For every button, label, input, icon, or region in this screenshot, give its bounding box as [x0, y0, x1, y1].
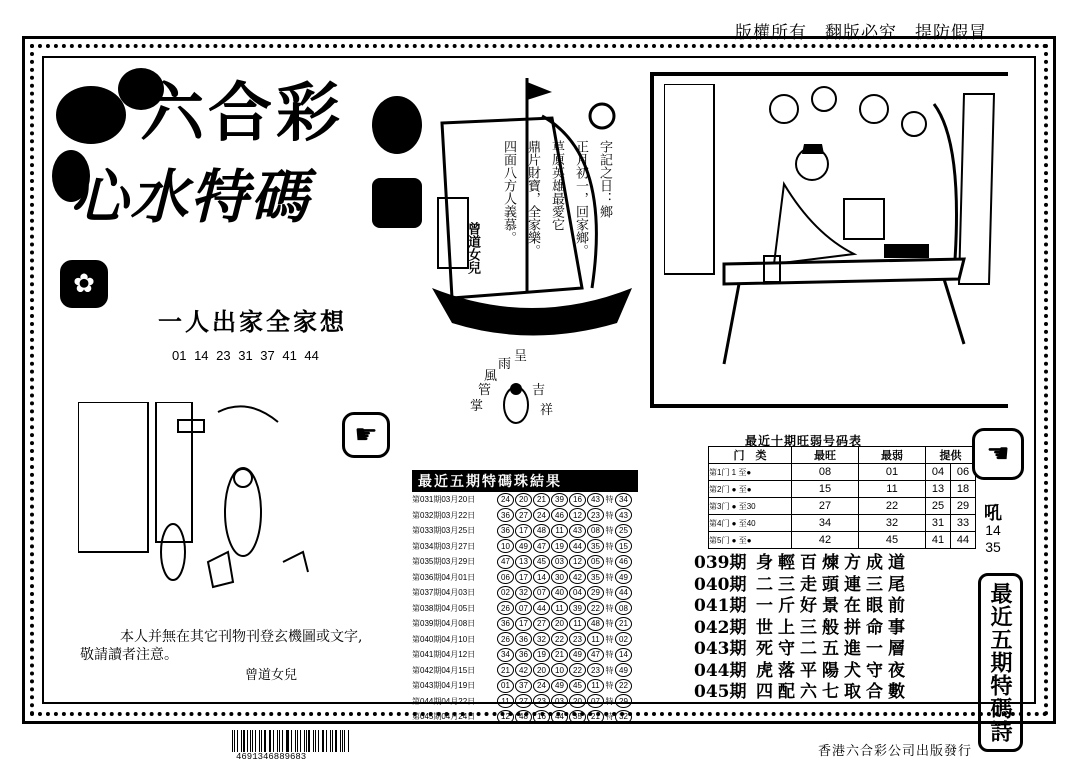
result-ball: 36 [497, 524, 514, 538]
hot-cell: 15 [792, 481, 859, 498]
result-ball: 34 [615, 493, 632, 507]
pick-cell: 33 [951, 515, 976, 532]
frequency-table [708, 446, 976, 549]
barcode-bar [259, 730, 260, 752]
barcode-bar [342, 730, 343, 752]
ship-signature: 曾道女兒 [465, 222, 480, 274]
result-ball: 12 [497, 710, 514, 724]
hot-cell: 34 [792, 515, 859, 532]
barcode-bar [286, 730, 287, 752]
side-code-num: 14 [985, 522, 1001, 538]
barcode-number: 4691346889683 [236, 752, 307, 762]
poem-period: 044期 [694, 660, 747, 681]
result-ball: 35 [569, 710, 586, 724]
result-ball: 42 [569, 570, 586, 584]
special-marker: 特 [605, 495, 614, 505]
pick-cell: 31 [926, 515, 951, 532]
result-ball: 42 [515, 663, 532, 677]
pick-cell: 06 [951, 464, 976, 481]
result-ball: 46 [551, 508, 568, 522]
barcode-bar [282, 730, 283, 752]
col-header: 最弱 [859, 447, 926, 464]
barcode-bar [255, 730, 256, 752]
result-draw-label: 第038期04月05日 [412, 603, 476, 613]
result-row [412, 694, 638, 710]
lucky-figure-icon [496, 379, 536, 425]
poem-text: 一斤好景在眼前 [756, 596, 910, 617]
result-ball: 08 [587, 524, 604, 538]
hot-cell: 08 [792, 464, 859, 481]
result-ball: 27 [515, 694, 532, 708]
result-ball: 48 [587, 617, 604, 631]
result-ball: 26 [497, 601, 514, 615]
result-ball: 49 [569, 648, 586, 662]
result-ball: 23 [587, 663, 604, 677]
result-ball: 27 [533, 617, 550, 631]
result-ball: 34 [497, 648, 514, 662]
cold-cell: 45 [859, 532, 926, 549]
special-marker: 特 [605, 665, 614, 675]
result-ball: 17 [515, 617, 532, 631]
result-draw-label: 第032期03月22日 [412, 510, 476, 520]
result-draw-label: 第040期04月10日 [412, 634, 476, 644]
result-ball: 39 [551, 493, 568, 507]
result-ball: 24 [533, 508, 550, 522]
barcode-bar [247, 730, 248, 752]
blessing-char: 祥 [540, 403, 554, 418]
result-ball: 11 [569, 617, 586, 631]
barcode-bar [243, 730, 245, 752]
result-ball: 47 [587, 648, 604, 662]
result-ball: 36 [515, 632, 532, 646]
result-ball: 32 [615, 710, 632, 724]
barcode-bar [279, 730, 280, 752]
poem-title: 最近五期特碼詩 [978, 573, 1023, 752]
barcode-bar [295, 730, 296, 752]
result-ball: 25 [615, 524, 632, 538]
poem-text: 二三走頭連三尾 [756, 574, 910, 595]
result-ball: 35 [587, 539, 604, 553]
result-row [412, 523, 638, 539]
result-ball: 47 [497, 555, 514, 569]
result-row [412, 539, 638, 555]
poem-period: 039期 [694, 553, 747, 574]
poem-text: 身輕百煉方成道 [756, 553, 910, 574]
blessing-char: 雨 [498, 357, 512, 372]
result-ball: 06 [497, 570, 514, 584]
special-marker: 特 [605, 696, 614, 706]
scholar-illustration [664, 84, 1000, 394]
pick-cell: 29 [951, 498, 976, 515]
result-ball: 48 [533, 524, 550, 538]
barcode-bar [277, 730, 278, 752]
frequency-row [709, 498, 976, 515]
result-draw-label: 第035期03月29日 [412, 557, 476, 567]
barcode-bar [322, 730, 323, 752]
result-draw-label: 第045期04月24日 [412, 712, 476, 722]
result-ball: 03 [551, 555, 568, 569]
result-ball: 13 [515, 555, 532, 569]
ship-verse-line: 鼎片財寶，全家樂。 [525, 140, 540, 257]
result-row [412, 632, 638, 648]
result-row [412, 585, 638, 601]
ship-verse-line: 字記之日：鄉 [597, 140, 612, 218]
poem-list [694, 550, 910, 701]
result-ball: 23 [533, 694, 550, 708]
special-marker: 特 [605, 603, 614, 613]
frequency-row [709, 532, 976, 549]
ship-verse-line: 草原英雄最愛它 [549, 140, 564, 231]
result-ball: 10 [497, 539, 514, 553]
pick-cell: 41 [926, 532, 951, 549]
result-ball: 20 [515, 493, 532, 507]
motto: 一人出家全家想 [158, 307, 347, 336]
poem-text: 四配六七取合數 [756, 682, 910, 703]
result-ball: 39 [569, 601, 586, 615]
col-header: 门 类 [709, 447, 792, 464]
barcode-bar [323, 730, 324, 752]
ship-verse [500, 140, 612, 257]
frog-emblem-icon [372, 178, 422, 228]
result-row [412, 678, 638, 694]
result-ball: 21 [551, 648, 568, 662]
result-row [412, 663, 638, 679]
result-ball: 11 [551, 524, 568, 538]
result-ball: 22 [615, 679, 632, 693]
result-ball: 16 [569, 493, 586, 507]
barcode-bar [237, 730, 238, 752]
side-code-label: 吼 [984, 503, 1002, 523]
special-marker: 特 [605, 650, 614, 660]
poem-row [694, 658, 910, 680]
barcode-bar [340, 730, 341, 752]
crane-icon: ☛ [342, 412, 390, 458]
gate-cell: 第5门 ● 至● [709, 532, 792, 549]
disclaimer-line: 敬請讀者注意。 [80, 647, 178, 663]
result-ball: 49 [615, 570, 632, 584]
result-draw-label: 第031期03月20日 [412, 495, 476, 505]
result-ball: 48 [515, 710, 532, 724]
result-ball: 29 [587, 586, 604, 600]
result-draw-label: 第037期04月03日 [412, 588, 476, 598]
disclaimer-signature: 曾道女兒 [245, 668, 298, 683]
result-row [412, 709, 638, 725]
result-ball: 19 [551, 539, 568, 553]
barcode-bar [250, 730, 251, 752]
frequency-row [709, 515, 976, 532]
result-ball: 04 [569, 586, 586, 600]
barcode-bar [332, 730, 333, 752]
cold-cell: 22 [859, 498, 926, 515]
result-row [412, 554, 638, 570]
result-ball: 05 [587, 555, 604, 569]
result-ball: 17 [515, 524, 532, 538]
gate-cell: 第3门 ● 至30 [709, 498, 792, 515]
cold-cell: 32 [859, 515, 926, 532]
pick-cell: 04 [926, 464, 951, 481]
poem-row [694, 572, 910, 594]
result-ball: 11 [587, 632, 604, 646]
result-draw-label: 第044期04月22日 [412, 696, 476, 706]
barcode-bar [315, 730, 316, 752]
ship-verse-line: 正月初一，回家鄉。 [573, 140, 588, 257]
col-header: 最旺 [792, 447, 859, 464]
result-ball: 27 [515, 508, 532, 522]
blessing-char: 管 [478, 383, 492, 398]
poem-text: 死守二五進一層 [756, 639, 910, 660]
result-ball: 49 [615, 663, 632, 677]
cold-cell: 11 [859, 481, 926, 498]
poem-period: 045期 [694, 682, 747, 703]
blessing-char: 呈 [514, 349, 528, 364]
result-ball: 24 [497, 493, 514, 507]
result-ball: 20 [569, 694, 586, 708]
recent-results-panel [412, 470, 638, 725]
result-ball: 24 [533, 679, 550, 693]
barcode-bar [313, 730, 314, 752]
poem-period: 043期 [694, 639, 747, 660]
result-ball: 49 [515, 539, 532, 553]
result-ball: 40 [551, 586, 568, 600]
gate-cell: 第4门 ● 至40 [709, 515, 792, 532]
result-ball: 44 [569, 539, 586, 553]
result-ball: 02 [615, 632, 632, 646]
special-marker: 特 [605, 557, 614, 567]
ship-verse-line: 四面八方人義慕。 [501, 140, 516, 244]
result-ball: 11 [587, 679, 604, 693]
pick-cell: 25 [926, 498, 951, 515]
barcode-bar [348, 730, 349, 752]
result-ball: 35 [587, 570, 604, 584]
result-ball: 03 [551, 694, 568, 708]
result-ball: 43 [587, 493, 604, 507]
cold-cell: 01 [859, 464, 926, 481]
result-draw-label: 第034期03月27日 [412, 541, 476, 551]
special-marker: 特 [605, 634, 614, 644]
barcode-bar [270, 730, 271, 752]
poem-row [694, 636, 910, 658]
hot-cell: 42 [792, 532, 859, 549]
result-ball: 36 [497, 508, 514, 522]
special-marker: 特 [605, 619, 614, 629]
result-ball: 23 [569, 632, 586, 646]
barcode-bar [308, 730, 310, 752]
result-ball: 15 [615, 539, 632, 553]
result-ball: 29 [615, 694, 632, 708]
ink-blot [372, 96, 422, 154]
result-ball: 32 [515, 586, 532, 600]
barcode-bar [297, 730, 298, 752]
side-code [984, 505, 1002, 556]
result-ball: 07 [533, 586, 550, 600]
result-ball: 12 [569, 508, 586, 522]
barcode-bar [273, 730, 274, 752]
barcode-bar [241, 730, 242, 752]
barcode-bar [318, 730, 319, 752]
result-ball: 01 [497, 679, 514, 693]
result-ball: 16 [533, 710, 550, 724]
result-row [412, 508, 638, 524]
result-ball: 23 [587, 508, 604, 522]
barcode-bar [264, 730, 266, 752]
special-marker: 特 [605, 712, 614, 722]
special-marker: 特 [605, 510, 614, 520]
poem-text: 世上三般拼命事 [756, 617, 910, 638]
result-ball: 43 [569, 524, 586, 538]
blessing-char: 吉 [532, 383, 546, 398]
result-ball: 21 [497, 663, 514, 677]
poem-row [694, 593, 910, 615]
result-ball: 20 [551, 617, 568, 631]
result-draw-label: 第033期03月25日 [412, 526, 476, 536]
barcode-bar [252, 730, 253, 752]
poem-period: 042期 [694, 617, 747, 638]
blessing-char: 風 [484, 369, 498, 384]
pick-cell: 44 [951, 532, 976, 549]
result-ball: 20 [533, 663, 550, 677]
barcode-bar [261, 730, 262, 752]
ink-blot [56, 86, 126, 144]
special-marker: 特 [605, 681, 614, 691]
gate-cell: 第2门 ● 至● [709, 481, 792, 498]
result-row [412, 647, 638, 663]
barcode-bar [269, 730, 270, 752]
motto-numbers: 01 14 23 31 37 41 44 [172, 348, 319, 363]
gate-cell: 第1门 1 至● [709, 464, 792, 481]
poem-text: 虎落平陽犬守夜 [756, 660, 910, 681]
poem-row [694, 679, 910, 701]
result-ball: 45 [533, 555, 550, 569]
result-ball: 22 [587, 601, 604, 615]
result-draw-label: 第043期04月19日 [412, 681, 476, 691]
result-ball: 45 [569, 679, 586, 693]
result-row [412, 616, 638, 632]
barcode-bar [330, 730, 331, 752]
result-ball: 26 [497, 632, 514, 646]
result-ball: 21 [533, 493, 550, 507]
barcode-bar [234, 730, 235, 752]
poem-period: 040期 [694, 574, 747, 595]
barcode-bar [304, 730, 305, 752]
result-draw-label: 第036期04月01日 [412, 572, 476, 582]
page-subtitle: 心水特碼 [70, 163, 311, 231]
special-marker: 特 [605, 541, 614, 551]
blessing-char: 掌 [470, 399, 484, 414]
frequency-title: 最近十期旺弱号码表 [745, 434, 863, 448]
result-ball: 36 [515, 648, 532, 662]
result-draw-label: 第039期04月08日 [412, 619, 476, 629]
result-ball: 14 [533, 570, 550, 584]
frequency-row [709, 464, 976, 481]
pointing-hand-icon: ☚ [972, 428, 1024, 480]
barcode-bar [326, 730, 327, 752]
result-ball: 36 [497, 617, 514, 631]
result-ball: 17 [515, 570, 532, 584]
special-marker: 特 [605, 526, 614, 536]
disclaimer-line: 本人并無在其它刊物刊登玄機圖或文字, [120, 629, 363, 645]
result-ball: 02 [497, 586, 514, 600]
barcode-bar [306, 730, 307, 752]
result-ball: 21 [615, 617, 632, 631]
barcode-bar [287, 730, 289, 752]
result-ball: 12 [569, 555, 586, 569]
result-ball: 44 [551, 710, 568, 724]
result-row [412, 570, 638, 586]
barcode-bar [291, 730, 292, 752]
result-ball: 44 [533, 601, 550, 615]
result-ball: 43 [615, 508, 632, 522]
poem-period: 041期 [694, 596, 747, 617]
publisher: 香港六合彩公司出版發行 [818, 744, 973, 759]
result-ball: 37 [515, 679, 532, 693]
result-ball: 47 [533, 539, 550, 553]
barcode-bar [300, 730, 301, 752]
results-rows [412, 492, 638, 725]
result-ball: 10 [551, 663, 568, 677]
special-marker: 特 [605, 572, 614, 582]
result-ball: 32 [533, 632, 550, 646]
page-title: 六合彩 [140, 76, 344, 151]
result-ball: 21 [587, 710, 604, 724]
old-man-child-illustration [78, 402, 318, 612]
col-header: 提供 [926, 447, 976, 464]
lotus-icon: ✿ [60, 260, 108, 308]
special-marker: 特 [605, 588, 614, 598]
result-ball: 11 [551, 601, 568, 615]
result-draw-label: 第041期04月12日 [412, 650, 476, 660]
barcode-bar [232, 730, 233, 752]
result-ball: 14 [615, 648, 632, 662]
result-ball: 49 [551, 679, 568, 693]
result-ball: 46 [615, 555, 632, 569]
result-draw-label: 第042期04月15日 [412, 665, 476, 675]
barcode-bar [344, 730, 345, 752]
results-title: 最近五期特碼珠結果 [412, 470, 638, 492]
side-code-num: 35 [985, 539, 1001, 555]
poem-row [694, 615, 910, 637]
result-row [412, 601, 638, 617]
copyright-notice: 版權所有 翻版必究 提防假冒 [735, 23, 987, 43]
result-ball: 22 [569, 663, 586, 677]
pick-cell: 13 [926, 481, 951, 498]
disclaimer [80, 628, 362, 664]
frequency-row [709, 481, 976, 498]
result-ball: 11 [497, 694, 514, 708]
result-ball: 07 [515, 601, 532, 615]
blessing-charm [470, 345, 570, 435]
result-ball: 44 [615, 586, 632, 600]
result-ball: 19 [533, 648, 550, 662]
hot-cell: 27 [792, 498, 859, 515]
result-ball: 08 [615, 601, 632, 615]
barcode-bar [335, 730, 337, 752]
result-ball: 07 [587, 694, 604, 708]
poem-row [694, 550, 910, 572]
pick-cell: 18 [951, 481, 976, 498]
result-row [412, 492, 638, 508]
result-ball: 22 [551, 632, 568, 646]
result-ball: 30 [551, 570, 568, 584]
